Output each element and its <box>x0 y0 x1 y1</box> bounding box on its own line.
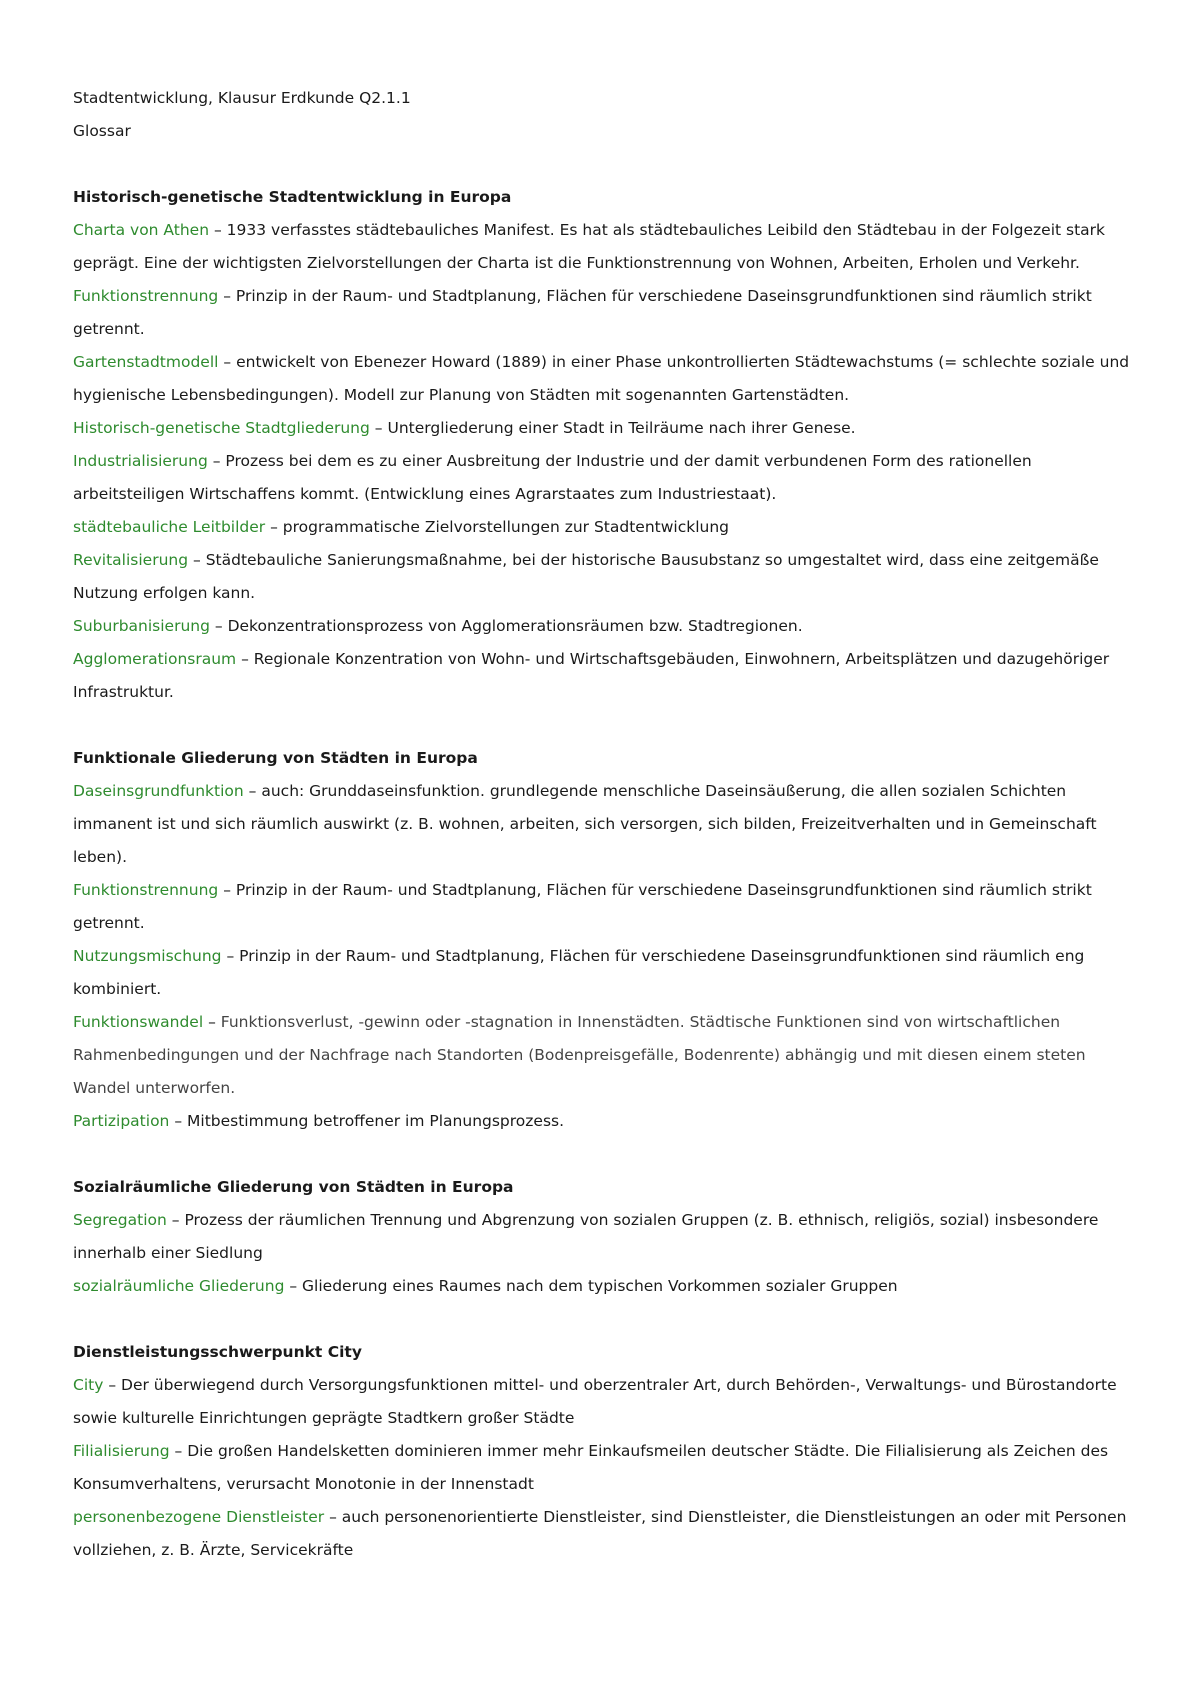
glossary-entry <box>73 775 1133 874</box>
glossary-definition: Prinzip in der Raum- und Stadtplanung, Flächen für verschiedene Daseinsgrundfunktionen sind räumlich strikt getrennt. <box>73 881 1092 932</box>
term-separator: – <box>174 1442 183 1460</box>
term-separator: – <box>193 551 201 569</box>
term-separator: – <box>223 353 232 371</box>
glossary-term: Historisch-genetische Stadtgliederung <box>73 419 370 437</box>
glossary-term: sozialräumliche Gliederung <box>73 1277 285 1295</box>
glossary-entry <box>73 1105 1133 1138</box>
glossary-section <box>73 148 1133 709</box>
glossary-term: Partizipation <box>73 1112 170 1130</box>
term-separator: – <box>226 947 235 965</box>
term-separator: – <box>248 782 257 800</box>
term-separator: – <box>108 1376 117 1394</box>
document-subtitle: Glossar <box>73 122 131 140</box>
glossary-term: Funktionswandel <box>73 1013 204 1031</box>
term-separator: – <box>208 1013 216 1031</box>
glossary-term: personenbezogene Dienstleister <box>73 1508 325 1526</box>
glossary-definition: Prinzip in der Raum- und Stadtplanung, Flächen für verschiedene Daseinsgrundfunktionen sind räumlich eng kombiniert. <box>73 947 1085 998</box>
glossary-entry <box>73 610 1133 643</box>
glossary-entry <box>73 1369 1133 1435</box>
term-separator: – <box>213 221 222 239</box>
glossary-entry <box>73 214 1133 280</box>
glossary-term: Daseinsgrundfunktion <box>73 782 244 800</box>
glossary-definition: programmatische Zielvorstellungen zur Stadtentwicklung <box>282 518 729 536</box>
glossary-definition: Regionale Konzentration von Wohn- und Wirtschaftsgebäuden, Einwohnern, Arbeitsplätzen und dazugehöriger Infrastruktur. <box>73 650 1110 701</box>
section-title: Sozialräumliche Gliederung von Städten in Europa <box>73 1178 514 1196</box>
section-spacer <box>73 148 1133 181</box>
glossary-definition: Der überwiegend durch Versorgungsfunktionen mittel- und oberzentraler Art, durch Behörden-, Verwaltungs- und Bürostandorte sowie kulturelle Einrichtungen geprägte Stadtkern großer Städte <box>73 1376 1117 1427</box>
term-separator: – <box>223 287 231 305</box>
glossary-definition: Die großen Handelsketten dominieren immer mehr Einkaufsmeilen deutscher Städte. Die Filialisierung als Zeichen des Konsumverhaltens, verursacht Monotonie in der Innenstadt <box>73 1442 1109 1493</box>
glossary-definition: Funktionsverlust, -gewinn oder -stagnation in Innenstädten. Städtische Funktionen sind von wirtschaftlichen Rahmenbedingungen und der Nachfrage nach Standorten (Bodenpreisgefälle, Bodenrente) abhängig und mit diesen einem steten Wandel unterworfen. <box>73 1013 1086 1097</box>
term-separator: – <box>241 650 249 668</box>
glossary-entry <box>73 1501 1133 1567</box>
glossary-term: Suburbanisierung <box>73 617 210 635</box>
glossary-definition: Gliederung eines Raumes nach dem typischen Vorkommen sozialer Gruppen <box>302 1277 898 1295</box>
glossary-entry <box>73 940 1133 1006</box>
glossary-entry <box>73 1270 1133 1303</box>
glossary-term: Industrialisierung <box>73 452 208 470</box>
glossary-section <box>73 1138 1133 1303</box>
glossary-document <box>73 82 1133 1567</box>
glossary-section <box>73 1303 1133 1567</box>
glossary-definition: Prozess bei dem es zu einer Ausbreitung der Industrie und der damit verbundenen Form des rationellen arbeitsteiligen Wirtschaffens kommt. (Entwicklung eines Agrarstaates zum Industriestaat). <box>73 452 1032 503</box>
term-separator: – <box>223 881 231 899</box>
section-spacer <box>73 1138 1133 1171</box>
glossary-entry <box>73 544 1133 610</box>
glossary-term: Segregation <box>73 1211 167 1229</box>
glossary-term: städtebauliche Leitbilder <box>73 518 266 536</box>
glossary-definition: Mitbestimmung betroffener im Planungsprozess. <box>187 1112 565 1130</box>
glossary-term: Revitalisierung <box>73 551 189 569</box>
glossary-definition: 1933 verfasstes städtebauliches Manifest. Es hat als städtebauliches Leibild den Städtebau in der Folgezeit stark geprägt. Eine der wichtigsten Zielvorstellungen der Charta ist die Funktionstrennung von Wohnen, Arbeiten, Erholen und Verkehr. <box>73 221 1106 272</box>
glossary-entry <box>73 346 1133 412</box>
glossary-section <box>73 709 1133 1138</box>
glossary-entry <box>73 643 1133 709</box>
glossary-sections <box>73 148 1133 1567</box>
term-separator: – <box>374 419 383 437</box>
section-title: Historisch-genetische Stadtentwicklung in Europa <box>73 188 512 206</box>
glossary-entry <box>73 1435 1133 1501</box>
glossary-entry <box>73 511 1133 544</box>
glossary-entry <box>73 1204 1133 1270</box>
glossary-term: Funktionstrennung <box>73 287 219 305</box>
term-separator: – <box>214 617 223 635</box>
section-spacer <box>73 709 1133 742</box>
glossary-term: City <box>73 1376 104 1394</box>
glossary-definition: auch: Grunddaseinsfunktion. grundlegende menschliche Daseinsäußerung, die allen sozialen Schichten immanent ist und sich räumlich auswirkt (z. B. wohnen, arbeiten, sich versorgen, sich bilden, Freizeitverhalten und in Gemeinschaft leben). <box>73 782 1097 866</box>
glossary-entry <box>73 1006 1133 1105</box>
glossary-entry <box>73 412 1133 445</box>
glossary-entry <box>73 280 1133 346</box>
term-separator: – <box>212 452 221 470</box>
glossary-definition: Untergliederung einer Stadt in Teilräume nach ihrer Genese. <box>387 419 856 437</box>
glossary-definition: auch personenorientierte Dienstleister, sind Dienstleister, die Dienstleistungen an oder mit Personen vollziehen, z. B. Ärzte, Servicekräfte <box>73 1508 1127 1559</box>
glossary-definition: Städtebauliche Sanierungsmaßnahme, bei der historische Bausubstanz so umgestaltet wird, dass eine zeitgemäße Nutzung erfolgen kann. <box>73 551 1099 602</box>
term-separator: – <box>289 1277 298 1295</box>
section-title: Funktionale Gliederung von Städten in Europa <box>73 749 478 767</box>
glossary-entry <box>73 874 1133 940</box>
term-separator: – <box>174 1112 183 1130</box>
glossary-term: Filialisierung <box>73 1442 170 1460</box>
glossary-entry <box>73 445 1133 511</box>
term-separator: – <box>270 518 278 536</box>
glossary-definition: Dekonzentrationsprozess von Agglomerationsräumen bzw. Stadtregionen. <box>227 617 803 635</box>
glossary-term: Agglomerationsraum <box>73 650 237 668</box>
glossary-term: Gartenstadtmodell <box>73 353 219 371</box>
document-title: Stadtentwicklung, Klausur Erdkunde Q2.1.1 <box>73 89 411 107</box>
term-separator: – <box>171 1211 180 1229</box>
glossary-term: Funktionstrennung <box>73 881 219 899</box>
glossary-term: Nutzungsmischung <box>73 947 222 965</box>
glossary-definition: Prozess der räumlichen Trennung und Abgrenzung von sozialen Gruppen (z. B. ethnisch, religiös, sozial) insbesondere innerhalb einer Siedlung <box>73 1211 1099 1262</box>
glossary-term: Charta von Athen <box>73 221 210 239</box>
glossary-definition: Prinzip in der Raum- und Stadtplanung, Flächen für verschiedene Daseinsgrundfunktionen sind räumlich strikt getrennt. <box>73 287 1092 338</box>
section-spacer <box>73 1303 1133 1336</box>
glossary-definition: entwickelt von Ebenezer Howard (1889) in einer Phase unkontrollierten Städtewachstums (= schlechte soziale und hygienische Lebensbedingungen). Modell zur Planung von Städten mit sogenannten Gartenstädten. <box>73 353 1130 404</box>
section-title: Dienstleistungsschwerpunkt City <box>73 1343 362 1361</box>
term-separator: – <box>329 1508 337 1526</box>
